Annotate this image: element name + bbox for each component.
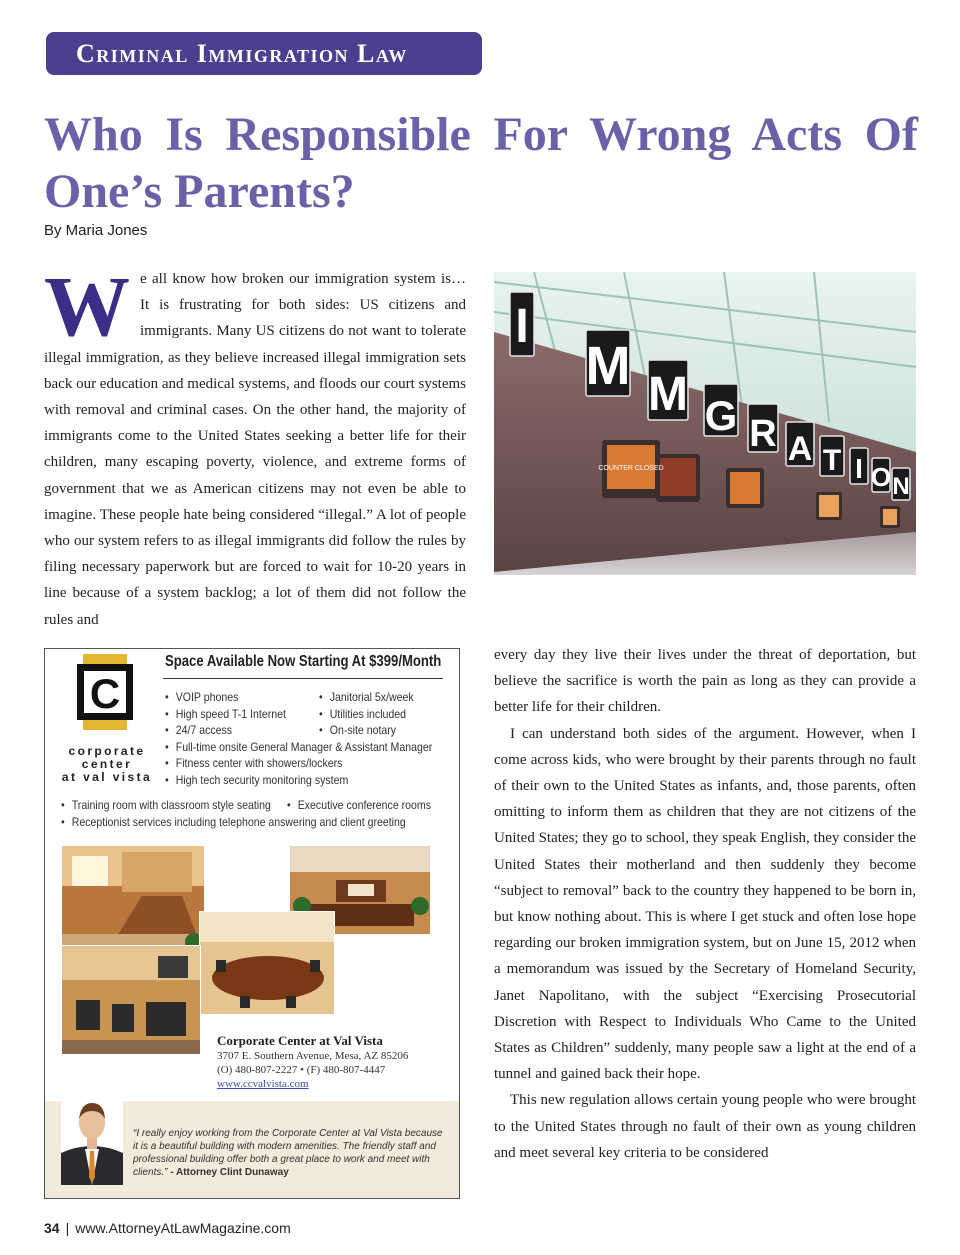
sign-letter: N	[892, 473, 910, 500]
ad-divider	[163, 678, 443, 679]
sign-letter: T	[822, 444, 842, 477]
ad-address: 3707 E. Southern Avenue, Mesa, AZ 85206	[217, 1050, 409, 1062]
attorney-portrait	[61, 1091, 123, 1185]
byline: By Maria Jones	[44, 222, 148, 239]
ad-bullet: • Utilities included	[319, 706, 414, 723]
ad-business-name: Corporate Center at Val Vista	[217, 1033, 383, 1048]
ad-bullet: • 24/7 access	[165, 722, 432, 739]
sign-letter: G	[704, 392, 738, 439]
ad-bullet: • Receptionist services including telephone answering and client greeting	[61, 814, 406, 831]
quote-author: - Attorney Clint Dunaway	[167, 1167, 289, 1178]
logo-wordmark: corporate center at val vista	[61, 744, 153, 784]
drop-cap: W	[44, 258, 130, 354]
article-title: Who Is Responsible For Wrong Acts Of One’s Parents?	[44, 108, 918, 218]
svg-text:C: C	[89, 670, 121, 717]
ad-bullet: • On-site notary	[319, 722, 414, 739]
corporate-center-ad	[44, 648, 460, 1199]
ad-bullet: • High tech security monitoring system	[165, 772, 432, 789]
sign-letter: R	[749, 413, 777, 455]
ad-bullet: • Executive conference rooms	[287, 797, 431, 814]
paragraph-1-continued: every day they live their lives under the threat of deportation, but believe the sacrifice is worth the pain as long as they can provide a better life for their children.	[494, 647, 916, 716]
ad-website-link[interactable]: www.ccvalvista.com	[217, 1078, 309, 1090]
sign-letter: A	[787, 430, 813, 468]
sign-letter: O	[870, 462, 892, 492]
ad-bullet-row-c	[61, 814, 406, 831]
article-column-left	[44, 258, 466, 633]
sign-letter: I	[515, 300, 529, 353]
fitness-center-photo	[61, 945, 201, 1055]
ad-phones: (O) 480-807-2227 • (F) 480-807-4447	[217, 1064, 386, 1076]
page-number: 34	[44, 1220, 60, 1236]
ad-bullet: • Janitorial 5x/week	[319, 689, 414, 706]
ad-contact-info	[217, 1032, 408, 1091]
ad-bullet-row-b	[287, 797, 431, 814]
ad-bullets-col2	[319, 689, 414, 739]
sign-letter: M	[585, 336, 631, 396]
page-footer	[44, 1220, 291, 1236]
corporate-center-logo	[75, 654, 135, 730]
ad-bullet: • Fitness center with showers/lockers	[165, 755, 432, 772]
ad-bullet: • Training room with classroom style seating	[61, 797, 271, 814]
ad-bullet: • VOIP phones	[165, 689, 432, 706]
article-column-right	[494, 642, 916, 1166]
paragraph-2: I can understand both sides of the argument. However, when I come across kids, who were brought by their parents through no fault of their own to the United States as infants, and, those parents, often omitting to inform them as children that they are not citizens of the United States; they go to school, they speak English, they consider the United States their motherland and then suddenly they become “subject to removal” back to the country they happened to be born in, but know nothing about. This is where I get stuck and often lose hope regarding our broken immigration system, but on June 15, 2012 when a memorandum was issued by the Secretary of Homeland Security, Janet Napolitano, with the subject “Exercising Prosecutorial Discretion with Respect to Individuals Who Came to the United States as Children” suddenly, many people saw a light at the end of a tunnel and gained back their hope.	[494, 725, 917, 1083]
paragraph-3: This new regulation allows certain young people who were brought to the United States through no fault of their own as young children and meet several key criteria to be considered	[494, 1092, 916, 1161]
ad-headline: Space Available Now Starting At $399/Month	[165, 653, 442, 670]
sign-letter: I	[855, 453, 863, 484]
monitor-text: COUNTER CLOSED	[598, 465, 664, 472]
section-banner: Criminal Immigration Law	[46, 32, 482, 75]
immigration-hall-photo	[494, 272, 916, 575]
paragraph-1: e all know how broken our immigration system is… It is frustrating for both sides: US citizens and immigrants. Many US citizens do not want to tolerate illegal immigration, as they believe increased illegal immigration sets back our education and medical systems, and floods our court systems with removal and criminal cases. On the other hand, the majority of immigrants come to the United States seeking a better life for their children, many escaping poverty, violence, and extreme forms of government that we as American citizens may not even be able to imagine. These people hate being considered “illegal.” A lot of people who our system refers to as illegal immigrants did follow the rules by filing necessary paperwork but are forced to wait for 10-20 years in line because of a system backlog; a lot of them did not follow the rules and	[44, 271, 466, 628]
footer-separator: |	[65, 1220, 70, 1236]
sign-letter: M	[648, 368, 688, 421]
lobby-photo	[61, 845, 205, 959]
ad-bullet-row-a	[61, 797, 271, 814]
ad-bullet: • High speed T-1 Internet	[165, 706, 432, 723]
footer-website[interactable]: www.AttorneyAtLawMagazine.com	[75, 1220, 291, 1236]
conference-room-photo	[199, 911, 335, 1015]
testimonial-quote: “I really enjoy working from the Corporate Center at Val Vista because it is a beautiful building with modern amenities. The friendly staff and professional building offer both a great place to work and meet with clients.” - Attorney Clint Dunaway	[133, 1128, 443, 1178]
ad-bullet: • Full-time onsite General Manager & Assistant Manager	[165, 739, 432, 756]
